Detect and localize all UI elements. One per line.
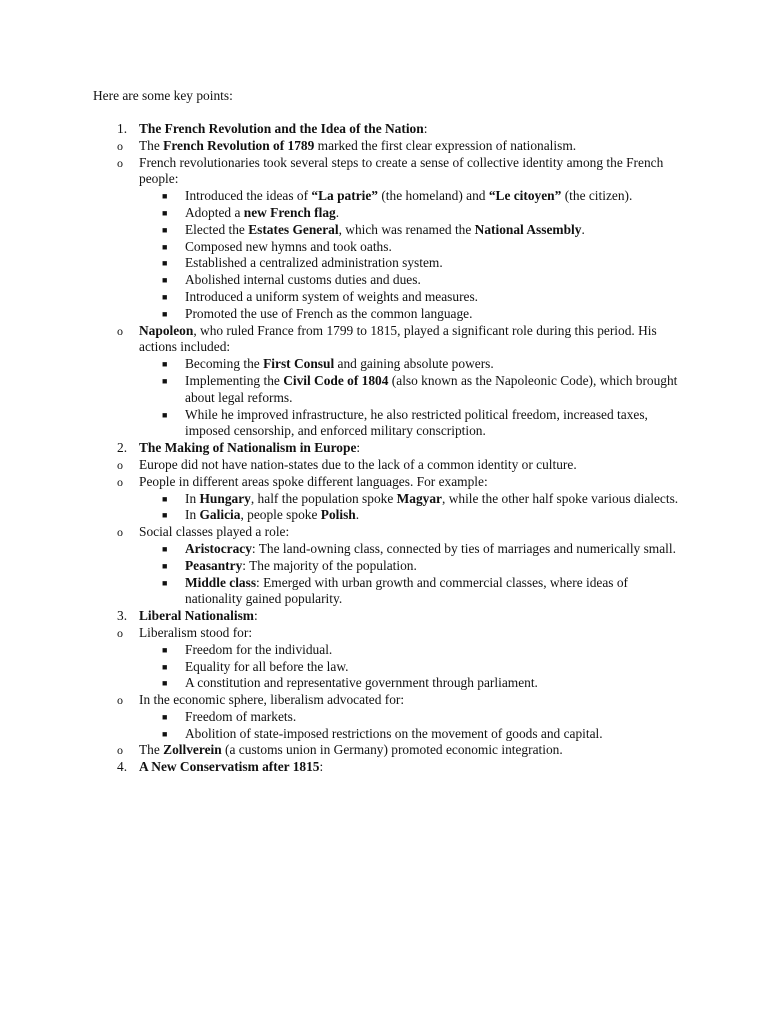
detail-item (162, 238, 683, 256)
circle-bullet-icon: o (117, 457, 123, 472)
detail-item (162, 406, 683, 441)
section-item (93, 759, 683, 776)
square-bullet-icon: ■ (162, 308, 168, 319)
sub-point-text (139, 692, 404, 707)
detail-text (185, 289, 478, 304)
detail-text (185, 188, 632, 203)
detail-text (185, 306, 472, 321)
text-run: (the homeland) and (378, 188, 489, 204)
square-bullet-icon: ■ (162, 359, 168, 370)
text-run: Abolition of state-imposed restrictions on the movement of goods and capital. (185, 725, 603, 741)
square-bullet-icon: ■ (162, 275, 168, 286)
detail-item (162, 255, 683, 272)
text-run: : The majority of the population. (242, 557, 417, 573)
detail-text (185, 356, 494, 371)
section-heading (139, 759, 323, 774)
circle-bullet-icon: o (117, 138, 123, 153)
sub-point-text (139, 457, 577, 472)
detail-text (185, 205, 339, 220)
detail-text (185, 675, 538, 690)
sub-point-list (117, 456, 683, 608)
text-run: : (253, 608, 258, 624)
text-run: . (581, 221, 585, 237)
bold-text: French Revolution of 1789 (163, 137, 315, 153)
text-run: : The land-owning class, connected by ties of marriages and numerically small. (251, 540, 676, 556)
detail-list (139, 541, 683, 608)
detail-text (185, 222, 585, 237)
bold-text: Estates General (248, 221, 339, 237)
detail-text (185, 255, 443, 270)
text-run: Composed new hymns and took oaths. (185, 238, 392, 254)
detail-item (162, 708, 683, 726)
detail-text (185, 709, 296, 724)
section-item (93, 440, 683, 608)
section-heading (139, 440, 360, 455)
square-bullet-icon: ■ (162, 493, 168, 504)
circle-bullet-icon: o (117, 693, 123, 708)
detail-item (162, 288, 683, 306)
detail-text (185, 659, 348, 674)
bold-text: National Assembly (474, 221, 582, 237)
detail-item (162, 540, 683, 558)
text-run: : Emerged with urban growth and commercial classes, where ideas of nationality gained popularity. (185, 574, 629, 607)
detail-text (185, 373, 677, 405)
detail-text (185, 507, 359, 522)
sub-point-text (139, 323, 657, 355)
bold-text: Galicia (199, 507, 241, 523)
bold-text: Zollverein (163, 742, 222, 758)
sub-point-text (139, 138, 576, 153)
sub-point-list (117, 137, 683, 440)
detail-list (139, 642, 683, 692)
square-bullet-icon: ■ (162, 191, 168, 202)
square-bullet-icon: ■ (162, 291, 168, 302)
detail-text (185, 407, 648, 439)
section-item (93, 608, 683, 759)
text-run: Equality for all before the law. (185, 658, 349, 674)
detail-item (162, 658, 683, 676)
detail-text (185, 491, 678, 506)
text-run: marked the first clear expression of nationalism. (314, 137, 577, 153)
text-run: (a customs union in Germany) promoted economic integration. (221, 742, 563, 758)
detail-text (185, 541, 676, 556)
detail-item (162, 490, 683, 508)
section-number: 3. (117, 608, 128, 624)
square-bullet-icon: ■ (162, 258, 168, 269)
text-run: Freedom for the individual. (185, 641, 333, 657)
text-run: : (423, 121, 428, 136)
square-bullet-icon: ■ (162, 510, 168, 521)
text-run: Adopted a (185, 204, 244, 220)
sub-point-text (139, 742, 563, 757)
bold-text: The Making of Nationalism in Europe (139, 440, 357, 456)
square-bullet-icon: ■ (162, 224, 168, 235)
square-bullet-icon: ■ (162, 207, 168, 218)
text-run: Abolished internal customs duties and dues. (185, 272, 421, 288)
section-heading (139, 608, 258, 623)
detail-item (162, 204, 683, 222)
sub-point (117, 137, 683, 155)
text-run: , half the population spoke (250, 490, 397, 506)
section-number: 2. (117, 440, 128, 456)
detail-item (162, 221, 683, 239)
square-bullet-icon: ■ (162, 711, 168, 722)
bold-text: Civil Code of 1804 (283, 372, 389, 388)
bold-text: new French flag (243, 204, 336, 220)
square-bullet-icon: ■ (162, 661, 168, 672)
text-run: While he improved infrastructure, he also restricted political freedom, increased taxes, imposed censorship, and enforced military conscription. (185, 406, 648, 439)
text-run: Europe did not have nation-states due to the lack of a common identity or culture. (139, 456, 577, 472)
circle-bullet-icon: o (117, 474, 123, 489)
intro-text: Here are some key points: (93, 88, 233, 103)
detail-item (162, 574, 683, 609)
text-run: Social classes played a role: (139, 524, 290, 540)
square-bullet-icon: ■ (162, 678, 168, 689)
sub-point (117, 154, 683, 323)
detail-item (162, 507, 683, 524)
detail-item (162, 188, 683, 205)
bold-text: Middle class (185, 574, 257, 590)
text-run: Freedom of markets. (185, 708, 297, 724)
sub-point (117, 456, 683, 474)
detail-item (162, 641, 683, 659)
detail-text (185, 642, 332, 657)
text-run: . (335, 204, 340, 220)
bold-text: Napoleon (139, 322, 194, 338)
detail-item (162, 725, 683, 743)
text-run: , which was renamed the (338, 221, 475, 237)
text-run: French revolutionaries took several steps to create a sense of collective identity among the French people: (139, 154, 664, 187)
text-run: Becoming the (185, 356, 264, 372)
detail-text (185, 239, 392, 254)
detail-item (162, 272, 683, 289)
detail-list (139, 491, 683, 525)
bold-text: Aristocracy (185, 540, 252, 556)
bold-text: Hungary (199, 490, 251, 506)
text-run: (also known as the Napoleonic Code), which brought about legal reforms. (185, 372, 678, 405)
square-bullet-icon: ■ (162, 241, 168, 252)
text-run: (the citizen). (561, 188, 633, 204)
bold-text: Magyar (396, 490, 443, 506)
section-item (93, 121, 683, 440)
bold-text: “Le citoyen” (488, 188, 562, 204)
detail-text (185, 558, 417, 573)
sub-point (117, 624, 683, 692)
detail-list (139, 709, 683, 743)
sub-point-text (139, 155, 663, 187)
sub-point (117, 473, 683, 524)
sub-point (117, 322, 683, 441)
circle-bullet-icon: o (117, 625, 123, 640)
detail-item (162, 557, 683, 575)
sub-point-text (139, 524, 289, 539)
text-run: . (355, 507, 360, 523)
bold-text: The French Revolution and the Idea of the Nation (139, 121, 424, 136)
section-heading (139, 121, 427, 136)
square-bullet-icon: ■ (162, 644, 168, 655)
text-run: Implementing the (185, 372, 284, 388)
detail-item (162, 675, 683, 692)
text-run: In (185, 507, 200, 523)
text-run: Liberalism stood for: (139, 624, 253, 640)
text-run: , while the other half spoke various dialects. (442, 490, 679, 506)
text-run: The (139, 742, 164, 758)
text-run: : (319, 759, 324, 775)
text-run: , people spoke (240, 507, 321, 523)
sub-point-text (139, 625, 252, 640)
bold-text: First Consul (263, 356, 335, 372)
text-run: The (139, 137, 164, 153)
sub-point (117, 742, 683, 759)
text-run: and gaining absolute powers. (334, 356, 494, 372)
detail-item (162, 372, 683, 407)
bold-text: “La patrie” (311, 188, 378, 204)
text-run: Promoted the use of French as the common language. (185, 305, 473, 321)
text-run: : (356, 440, 361, 456)
text-run: Elected the (185, 221, 249, 237)
text-run: People in different areas spoke different languages. For example: (139, 473, 488, 489)
square-bullet-icon: ■ (162, 728, 168, 739)
text-run: A constitution and representative government through parliament. (185, 675, 538, 691)
section-number: 4. (117, 759, 128, 775)
circle-bullet-icon: o (117, 743, 123, 758)
circle-bullet-icon: o (117, 525, 123, 540)
detail-text (185, 726, 603, 741)
square-bullet-icon: ■ (162, 560, 168, 571)
square-bullet-icon: ■ (162, 375, 168, 386)
detail-list (139, 188, 683, 322)
text-run: Introduced the ideas of (185, 188, 312, 204)
text-run: In (185, 490, 200, 506)
circle-bullet-icon: o (117, 155, 123, 170)
square-bullet-icon: ■ (162, 543, 168, 554)
square-bullet-icon: ■ (162, 577, 168, 588)
section-number: 1. (117, 121, 128, 136)
text-run: Introduced a uniform system of weights and measures. (185, 288, 479, 304)
detail-text (185, 272, 421, 287)
bold-text: Peasantry (185, 557, 243, 573)
bold-text: A New Conservatism after 1815 (139, 759, 320, 775)
bold-text: Polish (320, 507, 356, 523)
bold-text: Liberal Nationalism (139, 608, 254, 624)
sub-point-text (139, 474, 488, 489)
sub-point (117, 524, 683, 608)
square-bullet-icon: ■ (162, 409, 168, 420)
sub-point (117, 692, 683, 742)
text-run: In the economic sphere, liberalism advocated for: (139, 692, 405, 708)
text-run: , who ruled France from 1799 to 1815, played a significant role during this period. His actions included: (139, 322, 657, 355)
key-points-list (93, 121, 683, 776)
detail-list (139, 356, 683, 440)
detail-item (162, 305, 683, 323)
text-run: Established a centralized administration system. (185, 255, 443, 271)
detail-item (162, 356, 683, 373)
circle-bullet-icon: o (117, 323, 123, 338)
detail-text (185, 575, 628, 607)
sub-point-list (117, 624, 683, 759)
